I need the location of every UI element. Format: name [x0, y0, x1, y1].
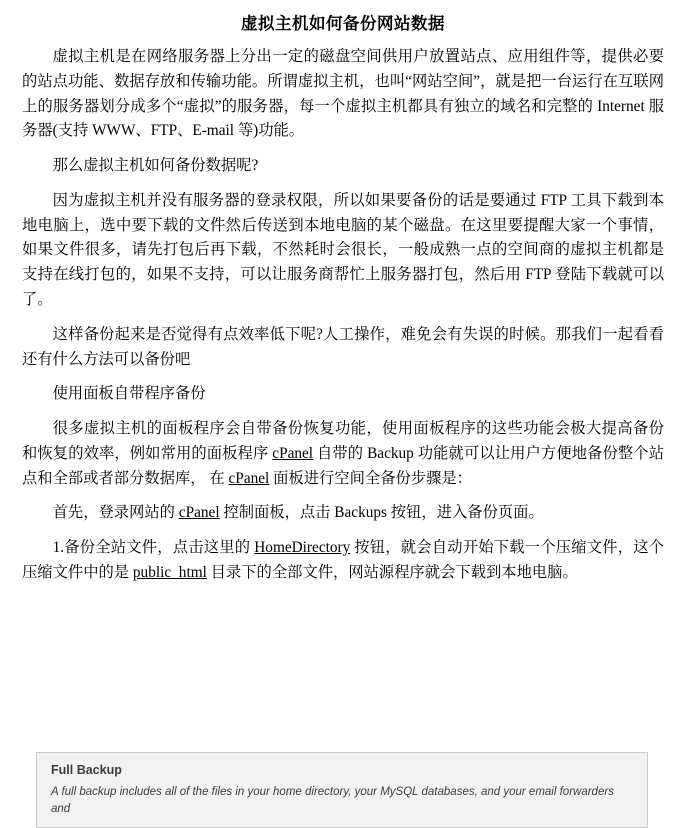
paragraph-step1	[22, 536, 664, 586]
paragraph-efficiency: 这样备份起来是否觉得有点效率低下呢?人工操作，难免会有失误的时候。那我们一起看看还有什么方法可以备份吧	[22, 325, 664, 368]
cpanel-term-1: cPanel	[272, 444, 314, 462]
paragraph-question: 那么虚拟主机如何备份数据呢?	[52, 157, 259, 175]
cpanel-term-2: cPanel	[228, 469, 270, 487]
cpanel-prefix-text: 很多虚拟主机的面板程序会自带备份恢复功能，使用面板程序的这些功能会极大提高备份和恢复的效率，例如常用的面板程序	[22, 420, 664, 462]
paragraph-login	[22, 501, 664, 526]
paragraph-ftp: 因为虚拟主机并没有服务器的登录权限，所以如果要备份的话是要通过 FTP 工具下载到本地电脑上，选中要下载的文件然后传送到本地电脑的某个磁盘。在这里要提醒大家一个事情，如果文件很多，请先打包后再下载，不然耗时会很长，一般成熟一点的空间商的虚拟主机都是支持在线打包的，如果不支持，可以让服务商帮忙上服务器打包，然后用 FTP 登陆下载就可以了。	[22, 191, 664, 308]
paragraph-cpanel	[22, 417, 664, 491]
step1-middle-text: 按钮，就会自动开始下载一个压缩文件，这个压缩文件中的是	[22, 539, 664, 581]
login-suffix-text: 控制面板，点击 Backups 按钮，进入备份页面。	[219, 504, 544, 522]
login-prefix-text: 首先，登录网站的	[52, 504, 179, 522]
full-backup-title: Full Backup	[51, 763, 122, 777]
step1-home-directory-term: HomeDirectory	[254, 539, 351, 557]
paragraph-intro: 虚拟主机是在网络服务器上分出一定的磁盘空间供用户放置站点、应用组件等，提供必要的站点功能、数据存放和传输功能。所谓虚拟主机，也叫“网站空间”，就是把一台运行在互联网上的服务器划分成多个“虚拟”的服务器，每一个虚拟主机都具有独立的域名和完整的 Internet 服务器(支持 WWW、FTP、E-mail 等)功能。	[22, 48, 664, 140]
cpanel-suffix-text: 面板进行空间全备份步骤是：	[269, 469, 472, 487]
step1-public-html-term: public_html	[132, 563, 207, 581]
step1-prefix-text: 1.备份全站文件，点击这里的	[52, 539, 255, 557]
cpanel-middle-text: 自带的 Backup 功能就可以让用户方便地备份整个站点和全部或者部分数据库， 在	[22, 444, 665, 487]
full-backup-screenshot	[36, 752, 648, 828]
login-cpanel-term: cPanel	[178, 504, 220, 522]
step1-suffix-text: 目录下的全部文件，网站源程序就会下载到本地电脑。	[206, 563, 578, 581]
full-backup-description: A full backup includes all of the files in your home directory, your MySQL databases, and your email forwarders and	[51, 786, 614, 815]
paragraph-panel-heading: 使用面板自带程序备份	[52, 385, 206, 403]
page-title: 虚拟主机如何备份网站数据	[241, 14, 445, 33]
